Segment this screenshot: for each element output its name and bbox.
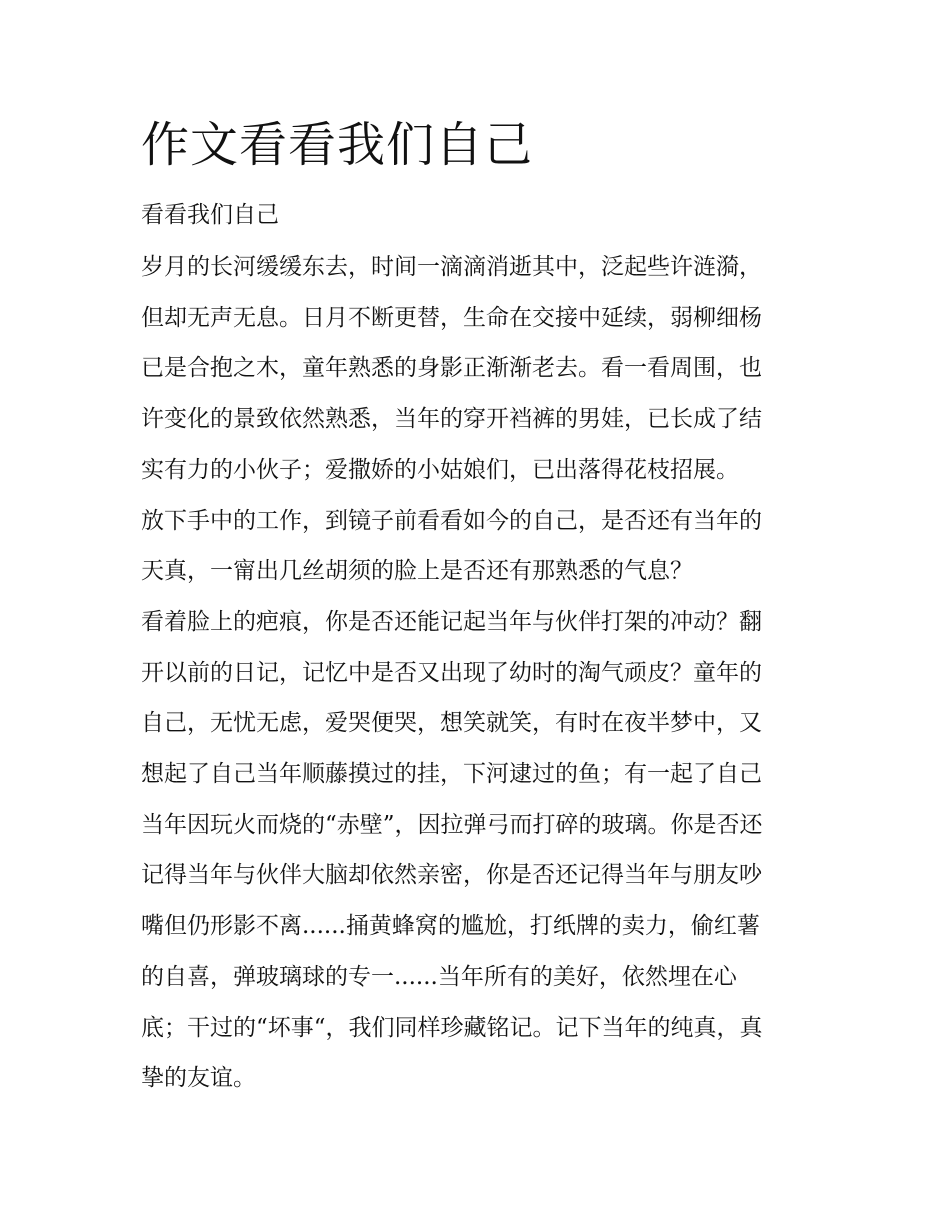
- paragraph-line: 嘴但仍形影不离......捅黄蜂窝的尴尬，打纸牌的卖力，偷红薯: [141, 913, 760, 940]
- paragraph-2: [141, 496, 813, 597]
- document-page: [141, 112, 813, 1104]
- paragraph-line: 放下手中的工作，到镜子前看看如今的自己，是否还有当年的: [141, 507, 762, 534]
- paragraph-line: 自己，无忧无虑，爱哭便哭，想笑就笑，有时在夜半梦中，又: [141, 710, 762, 737]
- paragraph-line: 看着脸上的疤痕，你是否还能记起当年与伙伴打架的冲动？翻: [141, 608, 762, 635]
- paragraph-1: [141, 242, 813, 496]
- paragraph-line: 想起了自己当年顺藤摸过的挂，下河逮过的鱼；有一起了自己: [141, 761, 762, 788]
- paragraph-line: 的自喜，弹玻璃球的专一......当年所有的美好，依然埋在心: [141, 963, 737, 990]
- paragraph-line: 记得当年与伙伴大脑却依然亲密，你是否还记得当年与朋友吵: [141, 862, 762, 889]
- paragraph-line: 但却无声无息。日月不断更替，生命在交接中延续，弱柳细杨: [141, 304, 762, 331]
- document-subtitle: 看看我们自己: [141, 202, 279, 228]
- paragraph-3: [141, 597, 813, 1104]
- paragraph-line: 实有力的小伙子；爱撒娇的小姑娘们，已出落得花枝招展。: [141, 456, 739, 483]
- document-title: 作文看看我们自己: [141, 117, 534, 173]
- paragraph-line: 已是合抱之木，童年熟悉的身影正渐渐老去。看一看周围，也: [141, 355, 762, 382]
- paragraph-line: 许变化的景致依然熟悉，当年的穿开裆裤的男娃，已长成了结: [141, 406, 762, 433]
- paragraph-line: 挚的友谊。: [141, 1065, 256, 1092]
- paragraph-line: 岁月的长河缓缓东去，时间一滴滴消逝其中，泛起些许涟漪，: [141, 254, 762, 280]
- paragraph-line: 底；干过的“坏事“，我们同样珍藏铭记。记下当年的纯真，真: [141, 1014, 763, 1041]
- paragraph-line: 天真，一甯出几丝胡须的脸上是否还有那熟悉的气息？: [141, 558, 693, 585]
- paragraph-line: 开以前的日记，记忆中是否又出现了幼时的淘气顽皮？童年的: [141, 659, 762, 686]
- paragraph-line: 当年因玩火而烧的“赤壁”，因拉弹弓而打碎的玻璃。你是否还: [141, 811, 763, 838]
